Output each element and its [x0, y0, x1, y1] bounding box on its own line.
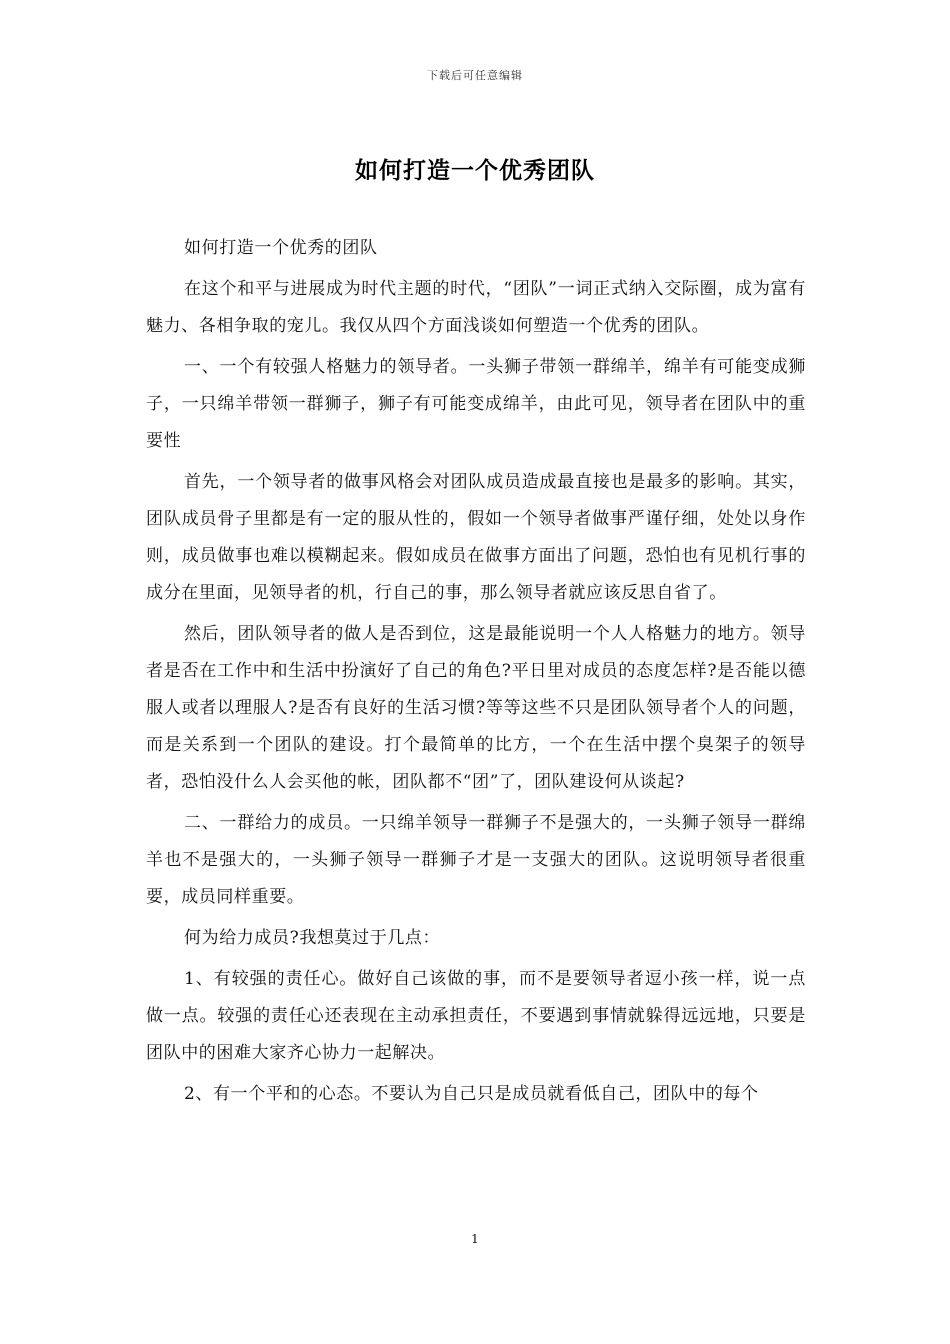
paragraph-section-one: 一、一个有较强人格魅力的领导者。一头狮子带领一群绵羊，绵羊有可能变成狮子，一只绵羊带领一群狮子，狮子有可能变成绵羊，由此可见，领导者在团队中的重要性 — [146, 357, 806, 451]
paragraph-second-point: 然后，团队领导者的做人是否到位，这是最能说明一个人人格魅力的地方。领导者是否在工作中和生活中扮演好了自己的角色?平日里对成员的态度怎样?是否能以德服人或者以理服人?是否有良好的生活习惯?等等这些不只是团队领导者个人的问题，而是关系到一个团队的建设。打个最简单的比方，一个在生活中摆个臭架子的领导者，恐怕没什么人会买他的帐，团队都不“团”了，团队建设何从谈起? — [146, 624, 806, 792]
paragraph-first-point: 首先，一个领导者的做事风格会对团队成员造成最直接也是最多的影响。其实，团队成员骨子里都是有一定的服从性的，假如一个领导者做事严谨仔细，处处以身作则，成员做事也难以模糊起来。假如成员在做事方面出了问题，恐怕也有见机行事的成分在里面，见领导者的机，行自己的事，那么领导者就应该反思自省了。 — [146, 472, 806, 603]
paragraph-item-two: 2、有一个平和的心态。不要认为自己只是成员就看低自己，团队中的每个 — [184, 1084, 759, 1104]
paragraph-item-one: 1、有较强的责任心。做好自己该做的事，而不是要领导者逗小孩一样，说一点做一点。较强的责任心还表现在主动承担责任，不要遇到事情就躲得远远地，只要是团队中的困难大家齐心协力一起解决。 — [146, 969, 806, 1063]
document-body — [146, 230, 806, 1117]
paragraph-subtitle: 如何打造一个优秀的团队 — [184, 238, 378, 258]
paragraph-intro: 在这个和平与进展成为时代主题的时代，“团队”一词正式纳入交际圈，成为富有魅力、各相争取的宠儿。我仅从四个方面浅谈如何塑造一个优秀的团队。 — [146, 279, 806, 336]
header-note: 下载后可任意编辑 — [427, 69, 523, 82]
document-title: 如何打造一个优秀团队 — [355, 157, 595, 184]
paragraph-section-two: 二、一群给力的成员。一只绵羊领导一群狮子不是强大的，一头狮子领导一群绵羊也不是强大的，一头狮子领导一群狮子才是一支强大的团队。这说明领导者很重要，成员同样重要。 — [146, 813, 806, 907]
page-number: 1 — [471, 1232, 479, 1246]
paragraph-question: 何为给力成员?我想莫过于几点： — [184, 928, 441, 948]
